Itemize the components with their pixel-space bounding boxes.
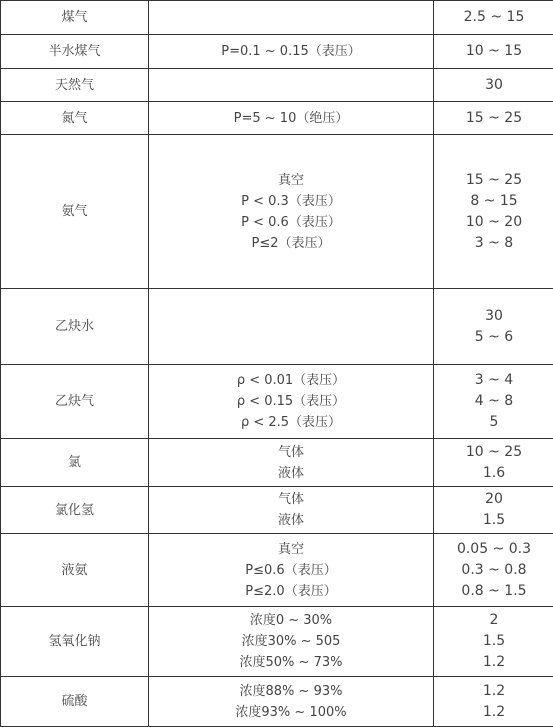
condition-cell	[149, 677, 434, 727]
table-row	[1, 487, 553, 534]
velocity-value: 4 ~ 8	[434, 391, 553, 412]
velocity-value: 1.2	[434, 702, 553, 723]
velocity-cell	[434, 35, 553, 69]
table-row	[1, 534, 553, 607]
medium-name: 乙炔水	[1, 316, 148, 337]
medium-name: 氯化氢	[1, 500, 148, 521]
velocity-value: 1.5	[434, 631, 553, 652]
velocity-value: 15 ~ 25	[434, 108, 553, 129]
condition-text: P=0.1 ~ 0.15（表压）	[149, 41, 433, 62]
medium-cell	[1, 439, 149, 487]
medium-cell	[1, 289, 149, 365]
velocity-value: 30	[434, 306, 553, 327]
velocity-value: 10 ~ 25	[434, 442, 553, 463]
medium-cell	[1, 365, 149, 439]
condition-text: 液体	[149, 463, 433, 484]
velocity-value: 15 ~ 25	[434, 170, 553, 191]
velocity-cell	[434, 289, 553, 365]
table-row	[1, 102, 553, 135]
table-row	[1, 135, 553, 289]
condition-text: P≤2.0（表压）	[149, 581, 433, 602]
medium-cell	[1, 135, 149, 289]
condition-text: 真空	[149, 170, 433, 191]
condition-text: P≤2（表压）	[149, 233, 433, 254]
velocity-value: 1.2	[434, 652, 553, 673]
condition-text: 浓度88% ~ 93%	[149, 681, 433, 702]
condition-cell	[149, 1, 434, 35]
table-row	[1, 1, 553, 35]
condition-text: P < 0.6（表压）	[149, 212, 433, 233]
velocity-value: 10 ~ 20	[434, 212, 553, 233]
condition-text: ρ < 0.01（表压）	[149, 370, 433, 391]
table-row	[1, 607, 553, 677]
condition-cell	[149, 35, 434, 69]
condition-text: 浓度0 ~ 30%	[149, 610, 433, 631]
condition-text: P≤0.6（表压）	[149, 560, 433, 581]
medium-name: 煤气	[1, 7, 148, 28]
velocity-value: 1.5	[434, 510, 553, 531]
condition-text: P < 0.3（表压）	[149, 191, 433, 212]
velocity-value: 3 ~ 4	[434, 370, 553, 391]
velocity-value: 3 ~ 8	[434, 233, 553, 254]
condition-cell	[149, 102, 434, 135]
condition-text: 浓度50% ~ 73%	[149, 652, 433, 673]
velocity-cell	[434, 677, 553, 727]
condition-cell	[149, 607, 434, 677]
velocity-value: 0.3 ~ 0.8	[434, 560, 553, 581]
velocity-cell	[434, 439, 553, 487]
velocity-value: 5 ~ 6	[434, 327, 553, 348]
medium-cell	[1, 69, 149, 102]
table-row	[1, 677, 553, 727]
condition-cell	[149, 534, 434, 607]
condition-cell	[149, 289, 434, 365]
condition-text: 液体	[149, 510, 433, 531]
table-row	[1, 69, 553, 102]
medium-name: 硫酸	[1, 691, 148, 712]
condition-text: 气体	[149, 489, 433, 510]
velocity-cell	[434, 1, 553, 35]
table-row	[1, 289, 553, 365]
medium-name: 氨气	[1, 201, 148, 222]
condition-cell	[149, 135, 434, 289]
medium-name: 氯	[1, 452, 148, 473]
condition-text: 浓度93% ~ 100%	[149, 702, 433, 723]
velocity-cell	[434, 365, 553, 439]
velocity-value: 0.05 ~ 0.3	[434, 539, 553, 560]
velocity-cell	[434, 135, 553, 289]
velocity-cell	[434, 534, 553, 607]
medium-cell	[1, 607, 149, 677]
condition-cell	[149, 69, 434, 102]
medium-name: 氢氧化钠	[1, 631, 148, 652]
velocity-cell	[434, 487, 553, 534]
table-row	[1, 439, 553, 487]
medium-name: 氮气	[1, 108, 148, 129]
medium-cell	[1, 487, 149, 534]
velocity-cell	[434, 607, 553, 677]
velocity-value: 1.6	[434, 463, 553, 484]
table-body	[1, 1, 553, 727]
medium-cell	[1, 534, 149, 607]
medium-cell	[1, 35, 149, 69]
velocity-value: 30	[434, 75, 553, 96]
condition-text: 真空	[149, 539, 433, 560]
condition-text: 气体	[149, 442, 433, 463]
condition-text: ρ < 0.15（表压）	[149, 391, 433, 412]
condition-text: 浓度30% ~ 505	[149, 631, 433, 652]
velocity-value: 8 ~ 15	[434, 191, 553, 212]
condition-text: ρ < 2.5（表压）	[149, 412, 433, 433]
velocity-value: 2	[434, 610, 553, 631]
medium-cell	[1, 1, 149, 35]
velocity-value: 1.2	[434, 681, 553, 702]
velocity-cell	[434, 102, 553, 135]
medium-cell	[1, 677, 149, 727]
medium-name: 液氨	[1, 560, 148, 581]
table-row	[1, 35, 553, 69]
medium-cell	[1, 102, 149, 135]
velocity-value: 5	[434, 412, 553, 433]
velocity-value: 20	[434, 489, 553, 510]
condition-cell	[149, 365, 434, 439]
table-row	[1, 365, 553, 439]
medium-name: 乙炔气	[1, 391, 148, 412]
medium-name: 半水煤气	[1, 41, 148, 62]
velocity-value: 0.8 ~ 1.5	[434, 581, 553, 602]
condition-cell	[149, 439, 434, 487]
velocity-cell	[434, 69, 553, 102]
medium-name: 天然气	[1, 75, 148, 96]
condition-cell	[149, 487, 434, 534]
velocity-value: 10 ~ 15	[434, 41, 553, 62]
condition-text: P=5 ~ 10（绝压）	[149, 108, 433, 129]
velocity-value: 2.5 ~ 15	[434, 7, 553, 28]
